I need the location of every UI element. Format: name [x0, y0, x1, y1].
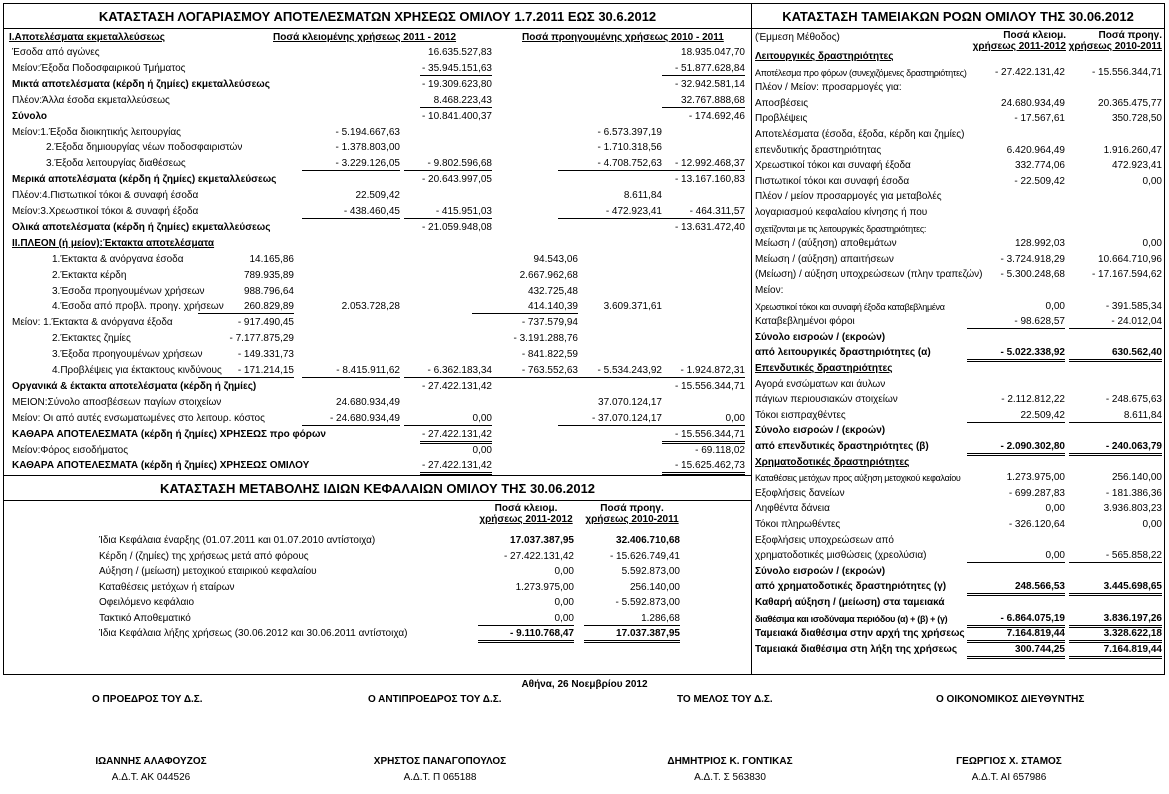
cf-row	[751, 81, 1165, 95]
cf-row	[751, 237, 1165, 251]
signing-date: Αθήνα, 26 Νοεμβρίου 2012	[521, 679, 648, 690]
pl-current-year-header: Ποσά κλειομένης χρήσεως 2011 - 2012	[273, 32, 457, 43]
eq-row-label: Οφειλόμενο κεφάλαιο	[99, 597, 195, 608]
pl-row-value: 24.680.934,49	[336, 396, 400, 408]
cf-row	[751, 643, 1165, 657]
pl-row	[0, 285, 752, 299]
cf-row-label: από λειτουργικές δραστηριότητες (α)	[755, 347, 931, 359]
pl-row-value: - 3.191.288,76	[513, 333, 578, 345]
pl-row-value: 789.935,89	[243, 269, 294, 281]
cf-row-label: Λειτουργικές δραστηριότητες	[755, 51, 894, 62]
eq-row-label: Ίδια Κεφάλαια λήξης χρήσεως (30.06.2012 και 30.06.2011 αντίστοιχα)	[99, 628, 408, 639]
cf-row-value-current: - 326.120,64	[1008, 519, 1065, 530]
cf-row-value-current: 22.509,42	[967, 409, 1065, 423]
cf-row-value-current: 332.774,06	[1014, 160, 1065, 172]
pl-title: ΚΑΤΑΣΤΑΣΗ ΛΟΓΑΡΙΑΣΜΟΥ ΑΠΟΤΕΛΕΣΜΑΤΩΝ ΧΡΗΣΕΩΣ ΟΜΙΛΟΥ 1.7.2011 ΕΩΣ 30.6.2012	[98, 9, 657, 24]
cf-row-label: Αποτέλεσμα προ φόρων (συνεχιζόμενες δραστηριότητες)	[755, 67, 967, 78]
name-board-member: ΔΗΜΗΤΡΙΟΣ Κ. ΓΟΝΤΙΚΑΣ	[667, 756, 793, 767]
cf-row-value-prior: 0,00	[1142, 238, 1162, 250]
cf-row-label: Σύνολο εισροών / (εκροών)	[755, 565, 886, 577]
pl-row	[0, 94, 752, 108]
pl-row-label: II.ΠΛΕΟΝ (ή μείον):Έκτακτα αποτελέσματα	[12, 237, 215, 249]
cf-row-value-current: - 6.864.075,19	[967, 612, 1065, 628]
eq-row-value-current: 0,00	[478, 612, 574, 626]
cf-row-value-prior: 20.365.475,77	[1098, 97, 1162, 109]
pl-row-value: 18.935.047,70	[681, 47, 745, 58]
eq-row	[0, 596, 752, 610]
cf-row-value-current: - 3.724.918,29	[1000, 253, 1065, 265]
pl-row-label: 4.Προβλέψεις για έκτακτους κινδύνους	[52, 365, 222, 376]
cf-row-label: από επενδυτικές δραστηριότητες (β)	[755, 441, 929, 452]
pl-row-value: - 415.951,03	[404, 205, 492, 219]
eq-row-value-current: 0,00	[554, 597, 574, 608]
pl-row-label: Οργανικά & έκτακτα αποτελέσματα (κέρδη ή ζημίες)	[12, 380, 257, 392]
pl-row	[0, 62, 752, 76]
cf-row-value-prior: - 565.858,22	[1069, 549, 1162, 563]
pl-row	[0, 173, 752, 187]
pl-row-label: ΚΑΘΑΡΑ ΑΠΟΤΕΛΕΣΜΑΤΑ (κέρδη ή ζημίες) ΧΡΗΣΕΩΣ προ φόρων	[12, 428, 326, 440]
cf-row	[751, 268, 1165, 282]
pl-row-value: 94.543,06	[533, 253, 578, 265]
pl-row-value: - 5.534.243,92	[558, 364, 662, 378]
pl-row	[0, 364, 752, 378]
pl-row-label: ΚΑΘΑΡΑ ΑΠΟΤΕΛΕΣΜΑΤΑ (κέρδη ή ζημίες) ΧΡΗΣΕΩΣ ΟΜΙΛΟΥ	[12, 460, 310, 472]
cf-row-value-current: - 699.287,83	[1008, 487, 1065, 499]
pl-row	[0, 46, 752, 60]
id-board-member: Α.Δ.Τ. Σ 563830	[694, 772, 766, 783]
cf-row-label: Μείωση / (αύξηση) απαιτήσεων	[755, 253, 894, 265]
pl-row-value: - 1.924.872,31	[662, 364, 745, 378]
eq-row-value-current: - 27.422.131,42	[503, 550, 574, 562]
pl-row-value: - 12.992.468,37	[662, 157, 745, 171]
pl-row	[0, 459, 752, 473]
cf-row-value-prior: - 391.585,34	[1105, 300, 1162, 312]
cf-row	[751, 534, 1165, 548]
cf-row-label: Εξοφλήσεις υποχρεώσεων από	[755, 534, 894, 546]
pl-row	[0, 141, 752, 155]
id-president: Α.Δ.Τ. ΑΚ 044526	[111, 772, 191, 783]
cf-row-label: Σύνολο εισροών / (εκροών)	[755, 331, 886, 343]
cf-row-value-prior: 0,00	[1142, 519, 1162, 530]
pl-section-header: I.Αποτελέσματα εκμεταλλεύσεως	[9, 32, 165, 43]
pl-row-value: 432.725,48	[527, 285, 578, 297]
cf-row-label: Ταμειακά διαθέσιμα στη λήξη της χρήσεως	[755, 643, 958, 655]
pl-row	[0, 269, 752, 283]
cf-row	[751, 346, 1165, 360]
cf-row-label: σχετίζονται με τις λειτουργικές δραστηριότητες:	[755, 223, 927, 234]
pl-row-value: 32.767.888,68	[662, 94, 745, 108]
cf-row	[751, 253, 1165, 267]
cf-row-label: χρηματοδοτικές μισθώσεις (χρεολύσια)	[755, 550, 927, 562]
pl-row	[0, 237, 752, 251]
cf-row-value-current: 7.164.819,44	[967, 627, 1065, 643]
cf-row-value-prior: - 17.167.594,62	[1091, 269, 1162, 281]
eq-row-value-prior: - 15.626.749,41	[609, 550, 680, 562]
cf-row-value-current: 300.744,25	[967, 643, 1065, 659]
cf-row-label: Χρηματοδοτικές δραστηριότητες	[755, 456, 910, 468]
pl-row-value: 22.509,42	[355, 190, 400, 202]
name-cfo: ΓΕΩΡΓΙΟΣ Χ. ΣΤΑΜΟΣ	[956, 756, 1062, 767]
cf-row-value-current: - 2.090.302,80	[967, 440, 1065, 456]
eq-row	[0, 627, 752, 641]
pl-row-label: ΜΕΙΟΝ:Σύνολο αποσβέσεων παγίων στοιχείων	[12, 396, 222, 408]
cf-row	[751, 159, 1165, 173]
cf-row-label: διαθέσιμα και ισοδύναμα περιόδου (α) + (β) + (γ)	[755, 613, 948, 624]
pl-row-label: Μείον:1.Έξοδα διοικητικής λειτουργίας	[12, 126, 181, 138]
cf-row-value-current: 1.273.975,00	[1006, 472, 1065, 484]
cf-row-label: Τόκοι εισπραχθέντες	[755, 409, 846, 421]
cf-row-value-current: - 5.022.338,92	[967, 346, 1065, 362]
eq-row-value-prior: 5.592.873,00	[621, 566, 680, 577]
cf-row-value-prior: 3.328.622,18	[1069, 627, 1162, 643]
pl-row-value: - 69.118,02	[695, 444, 745, 456]
eq-row-value-prior: 32.406.710,68	[616, 535, 680, 546]
cf-row-value-prior: 0,00	[1142, 175, 1162, 187]
cf-row-label: πάγιων περιουσιακών στοιχείων	[755, 394, 898, 406]
cf-row-value-current: 24.680.934,49	[1001, 97, 1065, 109]
pl-row-value: - 464.311,57	[662, 205, 745, 219]
eq-row-value-current: 1.273.975,00	[515, 581, 574, 593]
eq-row	[0, 534, 752, 548]
pl-row	[0, 380, 752, 394]
pl-row-value: - 1.710.318,56	[597, 142, 662, 154]
pl-row-value: - 737.579,94	[521, 317, 578, 329]
cf-row-label: Πλέον / μείον προσαρμογές για μεταβολές	[755, 191, 942, 203]
cf-row-value-prior: 350.728,50	[1111, 113, 1162, 125]
cf-row-value-prior: - 248.675,63	[1105, 394, 1162, 406]
cf-row-label: επενδυτικής δραστηριότητας	[755, 144, 882, 156]
eq-row-value-current: - 9.110.768,47	[478, 627, 574, 643]
cf-row-label: Προβλέψεις	[755, 113, 808, 125]
pl-row-label: Ολικά αποτελέσματα (κέρδη ή ζημίες) εκμεταλλεύσεως	[12, 221, 271, 233]
cf-row-value-prior: - 24.012,04	[1069, 315, 1162, 329]
pl-row-value: 37.070.124,17	[598, 396, 662, 408]
cf-row-label: Καταθέσεις μετόχων προς αύξηση μετοχικού κεφαλαίου	[755, 473, 961, 484]
cf-row-value-current: 0,00	[1045, 503, 1065, 515]
cf-title: ΚΑΤΑΣΤΑΣΗ ΤΑΜΕΙΑΚΩΝ ΡΟΩΝ ΟΜΙΛΟΥ ΤΗΣ 30.06.2012	[782, 9, 1134, 24]
cf-row	[751, 112, 1165, 126]
cf-row-label: Καταβεβλημένοι φόροι	[755, 316, 855, 328]
pl-row-label: 4.Έσοδα από προβλ. προηγ. χρήσεων	[52, 301, 224, 313]
pl-row-value: 260.829,89	[198, 300, 294, 314]
eq-row-label: Καταθέσεις μετόχων ή εταίρων	[99, 581, 235, 593]
id-vice-president: Α.Δ.Τ. Π 065188	[403, 772, 477, 783]
pl-row-label: Πλέον:4.Πιστωτικοί τόκοι & συναφή έσοδα	[12, 190, 199, 202]
cf-row-label: λογαριασμού κεφαλαίου κίνησης ή που	[755, 207, 928, 218]
pl-row-value: 0,00	[662, 412, 745, 426]
pl-row-value: - 4.708.752,63	[558, 157, 662, 171]
pl-row	[0, 221, 752, 235]
pl-row-value: - 15.625.462,73	[662, 459, 745, 475]
id-cfo: Α.Δ.Τ. ΑΙ 657986	[971, 772, 1047, 783]
cf-row-label: Εξοφλήσεις δανείων	[755, 487, 845, 499]
pl-row-value: 8.468.223,43	[420, 94, 492, 108]
cf-row-value-current: 128.992,03	[1014, 238, 1065, 250]
cf-row-label: από χρηματοδοτικές δραστηριότητες (γ)	[755, 581, 947, 593]
pl-row-value: 0,00	[472, 444, 492, 456]
cf-row	[751, 518, 1165, 532]
eq-row-value-current: 0,00	[554, 566, 574, 577]
pl-row-label: 2.Έκτακτες ζημίες	[52, 333, 131, 345]
cf-row-value-prior: 10.664.710,96	[1098, 253, 1162, 265]
cf-row-label: Ταμειακά διαθέσιμα στην αρχή της χρήσεως	[755, 628, 965, 640]
pl-row-value: - 27.422.131,42	[421, 380, 492, 392]
cf-row	[751, 596, 1165, 610]
pl-row-label: Μείον:Φόρος εισοδήματος	[12, 444, 129, 456]
eq-row-label: Αύξηση / (μείωση) μετοχικού εταιρικού κεφαλαίου	[99, 566, 317, 577]
cf-row-value-current: - 27.422.131,42	[994, 66, 1065, 78]
cf-row	[751, 206, 1165, 220]
cf-row-label: Επενδυτικές δραστηριότητες	[755, 363, 893, 374]
pl-row-value: - 27.422.131,42	[420, 459, 492, 475]
eq-row-value-prior: 256.140,00	[629, 581, 680, 593]
pl-row	[0, 189, 752, 203]
cf-row-value-prior: 3.936.803,23	[1103, 503, 1162, 515]
eq-row	[0, 581, 752, 595]
eq-row-label: Ίδια Κεφάλαια έναρξης (01.07.2011 και 01.07.2010 αντίστοιχα)	[99, 535, 376, 546]
pl-row-value: - 3.229.126,05	[302, 157, 400, 171]
cf-row-value-current: 0,00	[1045, 300, 1065, 312]
eq-row-value-prior: 1.286,68	[584, 612, 680, 626]
pl-row-value: - 1.378.803,00	[335, 142, 400, 154]
pl-row	[0, 300, 752, 314]
cf-row-value-current: - 22.509,42	[1014, 175, 1065, 187]
pl-row-value: 2.667.962,68	[519, 269, 578, 281]
pl-row-label: 3.Έξοδα λειτουργίας διαθέσεως	[46, 158, 186, 170]
pl-row-value: - 472.923,41	[558, 205, 662, 219]
cf-row-label: Χρεωστικοί τόκοι και συναφή έξοδα καταβεβλημένα	[755, 301, 945, 312]
cf-row-label: Μείωση / (αύξηση) αποθεμάτων	[755, 238, 897, 250]
cf-row-value-current: - 17.567,61	[1014, 113, 1065, 125]
pl-row-value: 0,00	[404, 412, 492, 426]
cf-row-label: Χρεωστικοί τόκοι και συναφή έξοδα	[755, 160, 911, 172]
cf-row-value-current: - 5.300.248,68	[1000, 269, 1065, 281]
pl-row-label: 3.Έξοδα προηγουμένων χρήσεων	[52, 349, 203, 361]
cf-row	[751, 487, 1165, 501]
cf-row-value-prior: 3.836.197,26	[1069, 612, 1162, 628]
pl-row-value: - 10.841.400,37	[421, 110, 492, 122]
pl-row	[0, 332, 752, 346]
role-board-member: ΤΟ ΜΕΛΟΣ ΤΟΥ Δ.Σ.	[677, 694, 773, 705]
pl-row	[0, 412, 752, 426]
pl-row-value: 3.609.371,61	[603, 301, 662, 313]
pl-row-value: 2.053.728,28	[341, 301, 400, 313]
eq-row-label: Κέρδη / (ζημίες) της χρήσεως μετά από φόρους	[99, 550, 309, 562]
pl-row-label: 3.Έσοδα προηγουμένων χρήσεων	[52, 285, 205, 297]
cf-row	[751, 393, 1165, 407]
pl-row-value: - 174.692,46	[688, 110, 745, 122]
pl-row-value: 988.796,64	[243, 285, 294, 297]
cf-row-value-prior: 8.611,84	[1069, 409, 1162, 423]
cf-row-value-current: 6.420.964,49	[1006, 144, 1065, 156]
cf-row-label: Τόκοι πληρωθέντες	[755, 519, 841, 530]
pl-row-value: - 7.177.875,29	[229, 333, 294, 345]
cf-row	[751, 190, 1165, 204]
pl-row-value: - 15.556.344,71	[662, 428, 745, 444]
pl-row-value: - 9.802.596,68	[404, 157, 492, 171]
eq-row-label: Τακτικό Αποθεματικό	[99, 612, 191, 624]
cf-row	[751, 502, 1165, 516]
pl-row-value: - 21.059.948,08	[421, 221, 492, 233]
pl-row	[0, 428, 752, 442]
cf-row-label: Πιστωτικοί τόκοι και συναφή έσοδα	[755, 175, 910, 187]
pl-row-value: - 15.556.344,71	[674, 380, 745, 392]
pl-prior-year-header: Ποσά προηγουμένης χρήσεως 2010 - 2011	[522, 32, 724, 43]
cf-row	[751, 331, 1165, 345]
pl-row-label: Μείον:Έξοδα Ποδοσφαιρικού Τμήματος	[12, 62, 186, 74]
pl-row-value: 16.635.527,83	[428, 47, 492, 58]
cf-row	[751, 378, 1165, 392]
pl-row-value: 8.611,84	[623, 190, 662, 202]
cf-row-label: Καθαρή αύξηση / (μείωση) στα ταμειακά	[755, 597, 945, 608]
cf-row	[751, 222, 1165, 236]
pl-row-value: 414.140,39	[472, 300, 578, 314]
pl-row	[0, 444, 752, 458]
cf-row-label: Αποτελέσματα (έσοδα, έξοδα, κέρδη και ζημίες)	[755, 129, 965, 140]
pl-row-value: - 438.460,45	[302, 205, 400, 219]
pl-row-label: 2.Έξοδα δημιουργίας νέων ποδοσφαιριστών	[46, 142, 243, 154]
pl-row-label: Μείον:3.Χρεωστικοί τόκοι & συναφή έξοδα	[12, 206, 199, 217]
cf-row	[751, 315, 1165, 329]
pl-row	[0, 253, 752, 267]
eq-col1-header: Ποσά κλειομ. χρήσεως 2011-2012	[479, 503, 573, 525]
eq-row	[0, 550, 752, 564]
cf-row	[751, 284, 1165, 298]
cf-row-label: Αγορά ενσώματων και άυλων	[755, 378, 886, 390]
pl-row-value: - 51.877.628,84	[662, 62, 745, 76]
cf-row-value-prior: 630.562,40	[1069, 346, 1162, 362]
pl-row-label: 2.Έκτακτα κέρδη	[52, 269, 127, 281]
pl-row-label: Μείον: 1.Έκτακτα & ανόργανα έξοδα	[12, 317, 173, 329]
eq-row-value-current: 17.037.387,95	[510, 535, 574, 546]
cf-row-value-current: 0,00	[967, 549, 1065, 563]
pl-row-value: - 171.214,15	[198, 364, 294, 378]
cf-row-label: Αποσβέσεις	[755, 97, 809, 109]
pl-row-value: - 35.945.151,63	[421, 62, 492, 74]
cf-row-label: Ληφθέντα δάνεια	[755, 503, 830, 515]
cf-row-value-current: - 98.628,57	[967, 315, 1065, 329]
cf-row	[751, 612, 1165, 626]
pl-row	[0, 157, 752, 171]
cf-method-label: (Έμμεση Μέθοδος)	[755, 32, 840, 43]
pl-row	[0, 205, 752, 219]
cf-row	[751, 128, 1165, 142]
cf-col1-header: Ποσά κλειομ. χρήσεως 2011-2012	[972, 30, 1066, 52]
cf-row	[751, 565, 1165, 579]
cf-row-label: (Μείωση) / αύξηση υποχρεώσεων (πλην τραπεζών)	[755, 269, 983, 281]
cf-row-value-prior: - 181.386,36	[1105, 487, 1162, 499]
pl-row-label: Μερικά αποτελέσματα (κέρδη ή ζημίες) εκμεταλλεύσεως	[12, 174, 277, 186]
cf-row-value-current: 248.566,53	[967, 580, 1065, 596]
cf-col2-header: Ποσά προηγ. χρήσεως 2010-2011	[1068, 30, 1162, 52]
eq-col2-header: Ποσά προηγ. χρήσεως 2010-2011	[585, 503, 679, 525]
cf-row-value-prior: 472.923,41	[1111, 160, 1162, 172]
cf-row	[751, 50, 1165, 64]
eq-row-value-prior: 17.037.387,95	[584, 627, 680, 643]
role-vice-president: Ο ΑΝΤΙΠΡΟΕΔΡΟΣ ΤΟΥ Δ.Σ.	[368, 694, 502, 705]
pl-row-value: - 24.680.934,49	[302, 412, 400, 426]
name-president: ΙΩΑΝΝΗΣ ΑΛΑΦΟΥΖΟΣ	[95, 756, 207, 767]
cf-row-value-prior: 256.140,00	[1111, 472, 1162, 484]
cf-row-label: Σύνολο εισροών / (εκροών)	[755, 425, 886, 437]
pl-row-value: - 13.631.472,40	[674, 221, 745, 233]
pl-row	[0, 316, 752, 330]
pl-row-value: - 5.194.667,63	[335, 126, 400, 138]
pl-row-value: - 8.415.911,62	[302, 364, 400, 378]
cf-row	[751, 627, 1165, 641]
cf-row	[751, 144, 1165, 158]
pl-row	[0, 396, 752, 410]
cf-row	[751, 66, 1165, 80]
cf-row	[751, 440, 1165, 454]
pl-row-value: - 32.942.581,14	[674, 78, 745, 90]
pl-row-value: - 6.573.397,19	[597, 126, 662, 138]
eq-row-value-prior: - 5.592.873,00	[615, 597, 680, 608]
eq-title: ΚΑΤΑΣΤΑΣΗ ΜΕΤΑΒΟΛΗΣ ΙΔΙΩΝ ΚΕΦΑΛΑΙΩΝ ΟΜΙΛΟΥ ΤΗΣ 30.06.2012	[159, 481, 596, 496]
pl-row-label: Μικτά αποτελέσματα (κέρδη ή ζημίες) εκμεταλλεύσεως	[12, 78, 270, 90]
pl-row	[0, 348, 752, 362]
pl-row-label: Πλέον:Άλλα έσοδα εκμεταλλεύσεως	[12, 94, 170, 106]
role-cfo: Ο ΟΙΚΟΝΟΜΙΚΟΣ ΔΙΕΥΘΥΝΤΗΣ	[936, 694, 1085, 705]
pl-row-value: 14.165,86	[249, 253, 294, 265]
pl-row-value: - 20.643.997,05	[421, 174, 492, 186]
pl-row-value: - 841.822,59	[521, 349, 578, 361]
pl-row-label: 1.Έκτακτα & ανόργανα έσοδα	[52, 253, 184, 265]
pl-row	[0, 110, 752, 124]
cf-row-value-prior: - 15.556.344,71	[1091, 66, 1162, 78]
pl-row-value: - 917.490,45	[237, 317, 294, 329]
cf-row-value-prior: 3.445.698,65	[1069, 580, 1162, 596]
cf-row	[751, 409, 1165, 423]
pl-row-value: - 763.552,63	[472, 364, 578, 378]
pl-row-value: - 27.422.131,42	[420, 428, 492, 444]
pl-row-label: Σύνολο	[12, 110, 48, 122]
pl-row-value: - 13.167.160,83	[674, 174, 745, 186]
cf-row	[751, 456, 1165, 470]
eq-row	[0, 612, 752, 626]
cf-row	[751, 97, 1165, 111]
pl-row	[0, 126, 752, 140]
role-president: Ο ΠΡΟΕΔΡΟΣ ΤΟΥ Δ.Σ.	[92, 694, 203, 705]
cf-row	[751, 471, 1165, 485]
cf-row	[751, 424, 1165, 438]
cf-row	[751, 362, 1165, 376]
pl-row-value: - 149.331,73	[237, 349, 294, 361]
pl-row-value: - 6.362.183,34	[404, 364, 492, 378]
cf-row-value-prior: 7.164.819,44	[1069, 643, 1162, 659]
cf-row-label: Μείον:	[755, 285, 784, 296]
cf-row-value-prior: - 240.063,79	[1069, 440, 1162, 456]
cf-row-value-current: - 2.112.812,22	[1001, 394, 1065, 406]
cf-row	[751, 580, 1165, 594]
name-vice-president: ΧΡΗΣΤΟΣ ΠΑΝΑΓΟΠΟΥΛΟΣ	[373, 756, 507, 767]
pl-row-label: Μείον: Οι από αυτές ενσωματωμένες στο λειτουρ. κόστος	[12, 412, 265, 424]
cf-row	[751, 175, 1165, 189]
pl-row	[0, 78, 752, 92]
eq-row	[0, 565, 752, 579]
cf-row	[751, 300, 1165, 314]
pl-row-value: - 37.070.124,17	[558, 412, 662, 426]
cf-row-label: Πλέον / Μείον: προσαρμογές για:	[755, 82, 902, 94]
cf-row	[751, 549, 1165, 563]
pl-row-value: - 19.309.623,80	[421, 78, 492, 90]
pl-row-label: Έσοδα από αγώνες	[12, 47, 100, 58]
cf-row-value-prior: 1.916.260,47	[1103, 144, 1162, 156]
